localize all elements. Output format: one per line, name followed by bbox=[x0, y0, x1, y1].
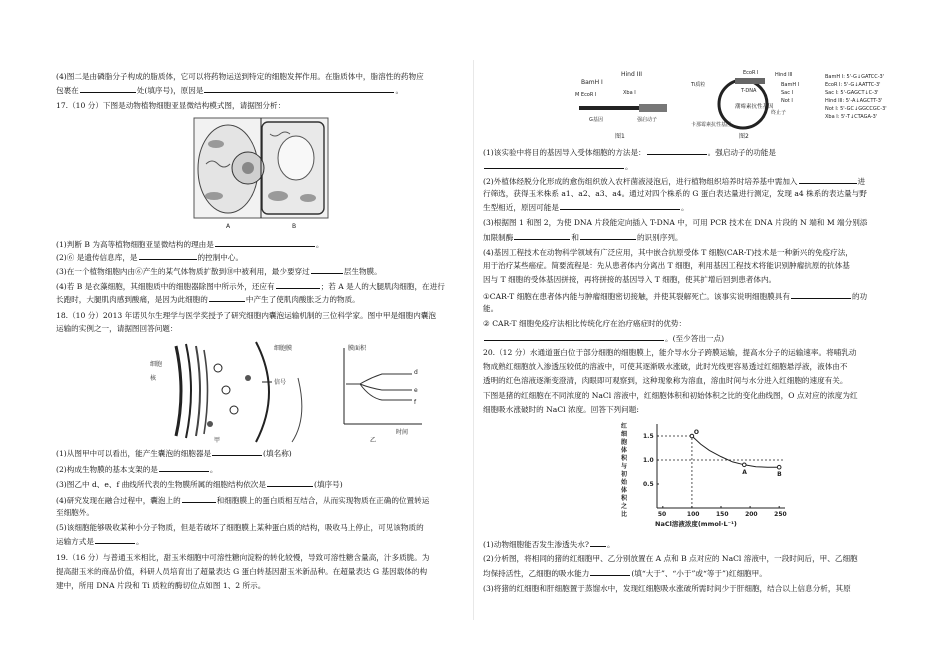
q16-4-line1 bbox=[56, 71, 468, 82]
q20-2-line2 bbox=[483, 567, 903, 579]
y-tick-label: 0.5 bbox=[643, 481, 654, 488]
fig2-ecor1: EcoR I bbox=[743, 70, 759, 76]
x-tick-label: 200 bbox=[745, 511, 758, 518]
vesicle-transport-figure bbox=[148, 338, 438, 446]
text: 层生物膜。 bbox=[343, 267, 382, 276]
answer-blank[interactable] bbox=[799, 175, 857, 184]
text: 生型相近，原因可能是 bbox=[483, 203, 559, 212]
fig2-not1: Not I bbox=[781, 98, 793, 104]
label-nucleus: 核 bbox=[150, 375, 157, 382]
q19-line3 bbox=[56, 580, 468, 591]
answer-blank[interactable] bbox=[791, 290, 851, 299]
answer-blank[interactable] bbox=[647, 146, 707, 155]
answer-blank[interactable] bbox=[484, 160, 624, 169]
text: (4)若 B 是衣藻细胞，其细胞质中的细胞器除图中所示外，还应有 bbox=[56, 282, 275, 291]
chart-y-label-char: 细 bbox=[621, 431, 628, 438]
fig2-terminator: 终止子 bbox=[771, 110, 787, 116]
text: (填“大于”、“小于”或“等于”)红细胞甲。 bbox=[631, 569, 767, 578]
text: 的识别序列。 bbox=[636, 233, 683, 242]
enzyme-bamh1: BamH I: 5'-G↓GATCC-3' bbox=[825, 74, 885, 80]
fig1-ecor1: M EcoR I bbox=[575, 92, 597, 98]
text: 长跑时，大腿肌肉感到酸痛，是因为此细胞的 bbox=[56, 295, 208, 304]
q18-2 bbox=[56, 463, 468, 475]
chart-y-label-char: 体 bbox=[621, 447, 628, 454]
fig2-hind3: Hind III bbox=[775, 72, 793, 78]
text: 中产生了使肌肉酸胀乏力的物质。 bbox=[245, 295, 360, 304]
fig2-bamh1: BamH I bbox=[781, 82, 800, 88]
text: (3)图乙中 d、e、f 曲线所代表的生物膜所属的细胞结构依次是 bbox=[56, 480, 266, 489]
answer-blank[interactable] bbox=[80, 84, 136, 93]
text: 包裹在 bbox=[56, 86, 79, 95]
text: 处(填序号)，原因是 bbox=[136, 86, 204, 95]
r4-line6 bbox=[483, 318, 903, 329]
x-tick-label: 150 bbox=[716, 511, 729, 518]
caption-jia: 甲 bbox=[214, 437, 221, 444]
chart-point-b bbox=[777, 465, 781, 469]
q18-3 bbox=[56, 478, 468, 490]
chart-point-label: O bbox=[693, 429, 700, 436]
label-cell: 细胞 bbox=[150, 361, 163, 368]
r3-line2 bbox=[483, 231, 903, 243]
text: (1)动物细胞能否发生渗透失水? bbox=[483, 540, 589, 549]
enzyme-hind3: Hind III: 5'-A↓AGCTT-3' bbox=[825, 98, 883, 104]
text: (5)该细胞能够吸收某种小分子物质，但是若破坏了细胞膜上某种蛋白质的结构，吸收马上停止，可见该物质的 bbox=[56, 523, 424, 532]
text: ② CAR-T 细胞免疫疗法相比传统化疗在治疗癌症时的优势： bbox=[483, 319, 687, 328]
text: 。(至少答出一点) bbox=[665, 334, 725, 343]
label-cell-membrane: 细胞膜 bbox=[274, 345, 293, 352]
enzyme-not1: Not I: 5'-GC↓GGCCGC-3' bbox=[825, 106, 887, 112]
q17-2 bbox=[56, 251, 468, 263]
y-label-membrane-area: 膜面积 bbox=[348, 345, 367, 352]
answer-blank[interactable] bbox=[204, 84, 394, 93]
text: (2)构成生物膜的基本支架的是 bbox=[56, 465, 158, 474]
q17-heading bbox=[56, 100, 468, 111]
r2-line1 bbox=[483, 175, 903, 187]
chart-y-label-char: 胞 bbox=[621, 439, 628, 446]
x-tick-label: 100 bbox=[686, 511, 700, 518]
answer-blank[interactable] bbox=[514, 231, 570, 240]
answer-blank[interactable] bbox=[590, 538, 606, 547]
text: (2)外植体经脱分化形成的愈伤组织放入农杆菌液浸泡后，进行植物组织培养时培养基中需加入 bbox=[483, 177, 798, 186]
text: (4)图二是由磷脂分子构成的脂质体，它可以将药物运送到特定的细胞发挥作用。在脂质体中，脂溶性的药物应 bbox=[56, 72, 424, 81]
fig1-promoter: 强启动子 bbox=[637, 117, 658, 123]
text: 。 bbox=[625, 162, 633, 171]
fig1-caption: 图1 bbox=[615, 133, 625, 140]
text: ①CAR-T 细胞在患者体内能与肿瘤细胞密切接触，并使其裂解死亡。该事实说明细胞膜具有 bbox=[483, 292, 790, 301]
text: 。 bbox=[606, 540, 615, 549]
chart-point-a bbox=[742, 463, 746, 467]
q18-5-line1 bbox=[56, 522, 468, 533]
q20-3-line1 bbox=[483, 583, 903, 594]
answer-blank[interactable] bbox=[159, 463, 209, 472]
y-tick-label: 1.5 bbox=[643, 433, 654, 440]
answer-blank[interactable] bbox=[95, 535, 135, 544]
q16-4-line2 bbox=[56, 84, 468, 96]
q17-4-line1 bbox=[56, 280, 468, 292]
y-tick-label: 1.0 bbox=[643, 457, 654, 464]
column-divider bbox=[473, 60, 474, 620]
text: 进 bbox=[857, 177, 866, 186]
answer-blank[interactable] bbox=[276, 280, 320, 289]
text: (3)根据图 1 和图 2，为使 DNA 片段能定向插入 T-DNA 中，可用 PCR 技术在 DNA 片段的 N 端和 M 端分别添 bbox=[483, 218, 868, 227]
text: (填名称) bbox=[263, 449, 292, 458]
cell-structure-figure bbox=[186, 114, 336, 232]
text: (2)分析图，将相同的猪的红细胞甲、乙分别放置在 A 点和 B 点对应的 NaCl 溶液中，一段时间后，甲、乙细胞 bbox=[483, 554, 858, 563]
text: 。 bbox=[315, 240, 324, 249]
fig1-bamh1: BamH I bbox=[581, 79, 603, 86]
r4-line1 bbox=[483, 247, 903, 258]
text: 和 bbox=[571, 233, 579, 242]
plasmid-figure bbox=[575, 66, 893, 142]
fig2-kan: 卡那霉素抗性基因 bbox=[691, 122, 732, 128]
text: 均保持活性，乙细胞的吸水能力 bbox=[483, 569, 590, 578]
fig2-tdna: T-DNA bbox=[741, 88, 757, 94]
answer-blank[interactable] bbox=[311, 265, 343, 274]
answer-blank[interactable] bbox=[212, 447, 262, 456]
r4-line5 bbox=[483, 303, 903, 314]
text: 。 bbox=[395, 86, 404, 95]
enzyme-sac1: Sac I: 5'-GAGCT↓C-3' bbox=[825, 90, 879, 96]
enzyme-ecor1: EcoR I: 5'-G↓AATTC-3' bbox=[825, 82, 881, 88]
q18-heading bbox=[56, 310, 468, 321]
text: 下图是猪的红细胞在不同浓度的 NaCl 溶液中，红细胞体积和初始体积之比的变化曲线图，O 点对应的浓度为红 bbox=[483, 391, 858, 400]
text: 。 bbox=[135, 537, 144, 546]
text: 和细胞膜上的蛋白质相互结合，从而实现物质在正确的位置转运 bbox=[216, 496, 430, 505]
q19-line1 bbox=[56, 552, 468, 563]
answer-blank[interactable] bbox=[139, 251, 197, 260]
x-tick-label: 50 bbox=[657, 511, 667, 518]
text: (填序号) bbox=[314, 480, 343, 489]
chart-y-label-char: 始 bbox=[621, 479, 628, 486]
text: (1)该实验中将目的基因导入受体细胞的方法是： bbox=[483, 148, 646, 157]
text: 的控制中心。 bbox=[197, 253, 244, 262]
text: 19.（16 分）与普通玉米相比，甜玉米细胞中可溶性糖向淀粉的转化较慢，导致可溶性糖含量高，汁多质脆。为 bbox=[56, 553, 430, 562]
q18-5-line2 bbox=[56, 535, 468, 547]
chart-y-label-char: 红 bbox=[621, 423, 628, 430]
r4-line3 bbox=[483, 274, 903, 285]
chart-point-label: B bbox=[777, 471, 782, 479]
label-signal: 信号 bbox=[274, 379, 287, 386]
text: 的功 bbox=[851, 292, 868, 301]
r1-line1 bbox=[483, 146, 903, 158]
fig1-hind3: Hind III bbox=[621, 71, 643, 78]
answer-blank[interactable] bbox=[580, 231, 636, 240]
curve-e bbox=[346, 384, 412, 390]
text: (1)判断 B 为高等植物细胞亚显微结构的理由是 bbox=[56, 240, 214, 249]
answer-blank[interactable] bbox=[560, 201, 680, 210]
curve-d bbox=[346, 374, 412, 384]
text: (1)从图甲中可以看出，能产生囊泡的细胞器是 bbox=[56, 449, 212, 458]
text: ；若 A 是人的大腿肌肉细胞，在进行 bbox=[320, 282, 445, 291]
x-label-time: 时间 bbox=[396, 429, 409, 436]
text: 能。 bbox=[483, 304, 499, 313]
text: 运输方式是 bbox=[56, 537, 94, 546]
q20-line4 bbox=[483, 390, 903, 401]
text: 至细胞外。 bbox=[56, 508, 94, 517]
curve-f bbox=[346, 384, 412, 400]
chart-y-label-char: 积 bbox=[621, 495, 628, 502]
text: 18.（10 分）2013 年诺贝尔生理学与医学奖授予了研究细胞内囊泡运输机制的三位科学家。图中甲是细胞内囊泡 bbox=[56, 311, 437, 320]
r3-line1 bbox=[483, 217, 903, 228]
r1-line2 bbox=[483, 160, 903, 172]
text: 。 bbox=[680, 203, 689, 212]
caption-yi: 乙 bbox=[370, 437, 377, 444]
text: 透明的红色溶液逐渐变澄清，肉眼即可观察到，这种现象称为溶血，溶血时间与水分进入红细胞的速度有关。 bbox=[483, 376, 848, 385]
text: 。强启动子的功能是 bbox=[707, 148, 776, 157]
text: 用于治疗某些癌症。简要流程是：先从患者体内分离出 T 细胞，利用基因工程技术将能识别肿瘤抗原的抗体基 bbox=[483, 261, 850, 270]
fig1-g-gene: G基因 bbox=[589, 117, 603, 123]
chart-y-label-char: 体 bbox=[621, 487, 628, 494]
fig2-hyg: Ti质粒 bbox=[691, 82, 706, 88]
text: 17.（10 分）下图是动物植物细胞亚显微结构模式图，请据图分析： bbox=[56, 101, 286, 110]
q17-1 bbox=[56, 238, 468, 250]
fig1-xba1: Xba I bbox=[623, 90, 636, 96]
text: 细胞吸水涨破时的 NaCl 浓度。回答下列问题: bbox=[483, 405, 639, 414]
chart-y-label-char: 比 bbox=[621, 511, 628, 518]
text: (4)基因工程技术在动物科学领域有广泛应用，其中嵌合抗原受体 T 细胞(CAR-T)技术是一种新兴的免疫疗法， bbox=[483, 248, 853, 257]
r2-line2 bbox=[483, 188, 903, 199]
enzyme-xba1: Xba I: 5'-T↓CTAGA-3' bbox=[825, 114, 878, 120]
text: 提高甜玉米的商品价值，科研人员培育出了超量表达 G 蛋白转基因甜玉米新品种。在超量表达 G 基因载体的构 bbox=[56, 567, 428, 576]
fig2-sac1: Sac I bbox=[781, 90, 794, 96]
chart-point-label: A bbox=[742, 468, 747, 476]
text: 运输的实例之一，请据图回答问题： bbox=[56, 324, 178, 333]
q20-1 bbox=[483, 538, 903, 550]
answer-blank[interactable] bbox=[590, 567, 630, 576]
text: 物成熟红细胞放入渗透压较低的溶液中，可使其逐渐吸水涨破，此时光线更容易透过红细胞悬浮液，液体由不 bbox=[483, 362, 848, 371]
q20-2-line1 bbox=[483, 553, 903, 564]
text: (3)在一个植物细胞内由⑥产生的某气体物质扩散到⑩中被利用，最少要穿过 bbox=[56, 267, 310, 276]
answer-blank[interactable] bbox=[182, 494, 216, 503]
text: (3)将猪的红细胞和肝细胞置于蒸馏水中，发现红细胞吸水涨破所需时间少于肝细胞，结合以上信息分析，其原 bbox=[483, 584, 851, 593]
q18-1 bbox=[56, 447, 468, 459]
curve-label-f: f bbox=[414, 399, 417, 406]
r4-line7 bbox=[483, 332, 903, 344]
curve-label-e: e bbox=[414, 387, 418, 394]
text: 加限制酶 bbox=[483, 233, 514, 242]
curve-label-d: d bbox=[414, 369, 418, 376]
text: 因与 T 细胞的受体基因拼接，再将拼接的基因导入 T 细胞，使其扩增后回到患者体内。 bbox=[483, 275, 777, 284]
q17-4-line2 bbox=[56, 293, 468, 305]
answer-blank[interactable] bbox=[209, 293, 245, 302]
q20-line3 bbox=[483, 375, 903, 386]
chart-x-label: NaCl溶液浓度(mmol·L⁻¹) bbox=[655, 520, 737, 528]
x-tick-label: 250 bbox=[774, 511, 787, 518]
chart-y-label bbox=[620, 422, 628, 518]
q19-line2 bbox=[56, 566, 468, 577]
text: (2)⑥ 是遗传信息库，是 bbox=[56, 253, 138, 262]
fig-label-b: B bbox=[292, 223, 297, 230]
nacl-chart bbox=[615, 418, 815, 530]
q17-3 bbox=[56, 265, 468, 277]
q20-line1 bbox=[483, 347, 903, 358]
chart-y-label-char: 之 bbox=[621, 503, 628, 510]
fig2-ti-plasmid: 潮霉素抗性基因 bbox=[735, 104, 774, 110]
text: (4)研究发现在融合过程中，囊泡上的 bbox=[56, 496, 181, 505]
text: 行筛选，获得玉米株系 a1、a2、a3、a4。通过对四个株系的 G 蛋白表达量进行测定，发现 a4 株系的表达量与野 bbox=[483, 189, 867, 198]
q18-heading-2 bbox=[56, 323, 468, 334]
text: 建中，所用 DNA 片段和 Ti 质粒的酶切位点如图 1、2 所示。 bbox=[56, 581, 266, 590]
q18-4-line2 bbox=[56, 507, 468, 518]
r2-line3 bbox=[483, 201, 903, 213]
chart-y-label-char: 初 bbox=[621, 471, 628, 478]
fig-label-a: A bbox=[226, 223, 231, 230]
text: 。 bbox=[209, 465, 218, 474]
q20-line2 bbox=[483, 361, 903, 372]
q18-4-line1 bbox=[56, 494, 468, 506]
fig2-caption: 图2 bbox=[739, 133, 749, 140]
answer-blank[interactable] bbox=[215, 238, 315, 247]
text: 20.（12 分）水通道蛋白位于部分细胞的细胞膜上，能介导水分子跨膜运输，提高水分子的运输速率。将哺乳动 bbox=[483, 348, 857, 357]
r4-line2 bbox=[483, 260, 903, 271]
chart-y-label-char: 积 bbox=[621, 455, 628, 462]
q20-line5 bbox=[483, 404, 903, 415]
r4-line4 bbox=[483, 290, 903, 302]
chart-series-line bbox=[692, 436, 779, 467]
answer-blank[interactable] bbox=[484, 332, 664, 341]
chart-y-label-char: 与 bbox=[621, 463, 628, 470]
answer-blank[interactable] bbox=[267, 478, 313, 487]
